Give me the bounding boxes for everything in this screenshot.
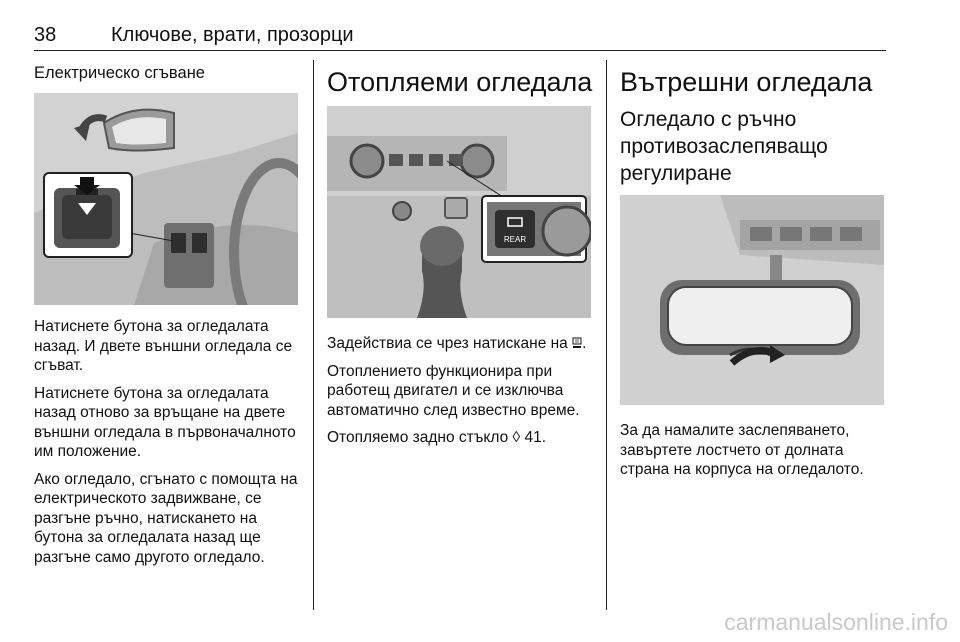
- text-fragment: Отопляемо задно стъкло: [327, 429, 509, 446]
- header-rule: [34, 50, 886, 51]
- page-reference-arrow-icon: ◊: [512, 429, 521, 446]
- column-divider: [313, 60, 314, 610]
- chapter-title: Ключове, врати, прозорци: [111, 24, 354, 46]
- paragraph: Ако огледало, сгънато с помощта на електрическото задвижване, се разгъне ръчно, натискането на бутона за огледалата назад ще разгъне само другото огледало.: [34, 470, 298, 566]
- column-divider: [606, 60, 607, 610]
- column-heated-mirrors: [327, 60, 593, 456]
- section-heading: Електрическо сгъване: [34, 64, 205, 82]
- section-heading: Вътрешни огледала: [620, 67, 873, 97]
- text-fragment: Задействиа се чрез натискане на: [327, 335, 568, 352]
- paragraph: Натиснете бутона за огледалата назад. И двете външни огледала се сгъват.: [34, 318, 293, 374]
- text-fragment: .: [582, 335, 587, 352]
- page-reference-link[interactable]: 41.: [524, 429, 547, 446]
- rear-button-label: REAR: [503, 235, 527, 244]
- page-number: 38: [34, 24, 57, 46]
- heated-mirror-button-illustration: [327, 106, 591, 318]
- paragraph: Натиснете бутона за огледалата назад отново за връщане на двете външни огледала в първоначалното им положение.: [34, 384, 296, 460]
- watermark: carmanualsonline.info: [724, 609, 948, 635]
- paragraph: Отоплението функционира при работещ двигател и се изключва автоматично след известно време.: [327, 362, 580, 419]
- rear-heating-icon: [572, 337, 582, 349]
- column-folding-mirrors: [34, 60, 300, 575]
- subsection-heading: Огледало с ръчно противозаслепяващо регулиране: [620, 108, 828, 185]
- mirror-folding-illustration: [34, 93, 298, 305]
- column-interior-mirrors: [620, 60, 886, 488]
- interior-mirror-illustration: [620, 195, 884, 405]
- paragraph: За да намалите заслепяването, завъртете лостчето от долната страна на корпуса на огледалото.: [620, 422, 864, 478]
- section-heading: Отопляеми огледала: [327, 67, 593, 97]
- paragraph: [327, 428, 593, 448]
- paragraph: [327, 334, 593, 354]
- page-header: [34, 20, 886, 50]
